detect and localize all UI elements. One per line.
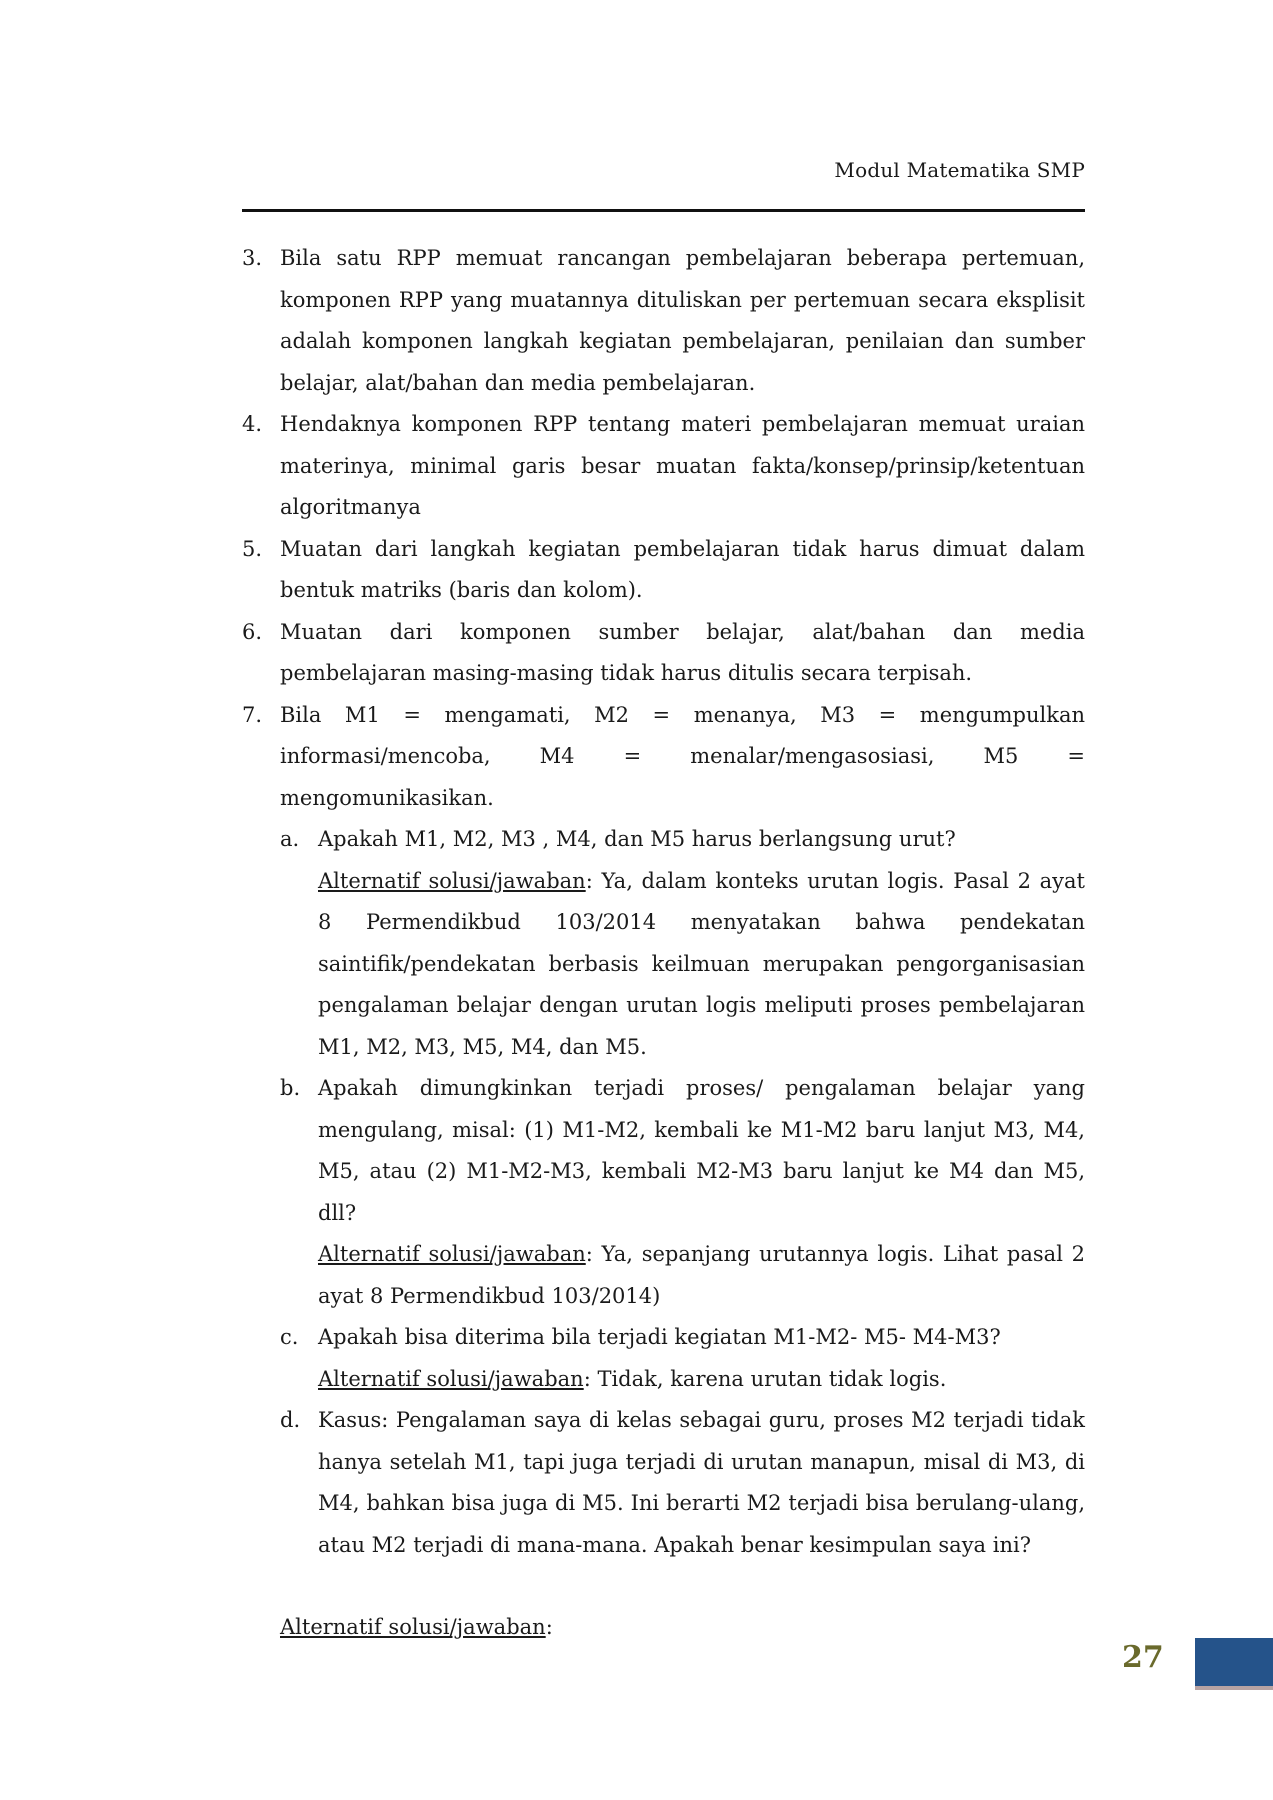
- sub-item-letter: c.: [280, 1325, 299, 1349]
- sub-item-question: Apakah M1, M2, M3 , M4, dan M5 harus berlangsung urut?: [318, 827, 956, 851]
- answer-text: : Ya, dalam konteks urutan logis. Pasal 2 ayat 8 Permendikbud 103/2014 menyatakan bahwa pendekatan saintifik/pendekatan berbasis keilmuan merupakan pengorganisasian pengalaman belajar dengan urutan logis meliputi proses pembelajaran M1, M2, M3, M5, M4, dan M5.: [318, 868, 1085, 1059]
- sub-item: [280, 1317, 1085, 1400]
- header-divider: [242, 209, 1085, 212]
- answer-label: Alternatif solusi/jawaban: [318, 1366, 584, 1391]
- sub-item-question: Apakah dimungkinkan terjadi proses/ pengalaman belajar yang mengulang, misal: (1) M1-M2, kembali ke M1-M2 baru lanjut M3, M4, M5, atau (2) M1-M2-M3, kembali M2-M3 baru lanjut ke M4 dan M5, dll?: [318, 1076, 1085, 1225]
- page-tab-shadow: [1195, 1686, 1273, 1690]
- item-text: Hendaknya komponen RPP tentang materi pembelajaran memuat uraian materinya, minimal garis besar muatan fakta/konsep/prinsip/ketentuan algoritmanya: [280, 412, 1085, 519]
- running-header: Modul Matematika SMP: [834, 158, 1085, 182]
- list-item: [242, 695, 1085, 1567]
- sub-item-answer: [318, 1234, 1085, 1317]
- item-number: 7.: [242, 702, 263, 727]
- sub-item-question: Apakah bisa diterima bila terjadi kegiatan M1-M2- M5- M4-M3?: [318, 1325, 1001, 1349]
- sub-item-question: Kasus: Pengalaman saya di kelas sebagai guru, proses M2 terjadi tidak hanya setelah M1, tapi juga terjadi di urutan manapun, misal di M3, di M4, bahkan bisa juga di M5. Ini berarti M2 terjadi bisa berulang-ulang, atau M2 terjadi di mana-mana. Apakah benar kesimpulan saya ini?: [318, 1408, 1085, 1557]
- page-number: 27: [1122, 1640, 1164, 1675]
- item-number: 3.: [242, 246, 263, 270]
- list-item: [242, 529, 1085, 612]
- sub-item-answer: [318, 861, 1085, 1069]
- answer-text: : Ya, sepanjang urutannya logis. Lihat pasal 2 ayat 8 Permendikbud 103/2014): [318, 1242, 1086, 1308]
- answer-text: : Tidak, karena urutan tidak logis.: [583, 1366, 947, 1391]
- sub-item: [280, 1068, 1085, 1317]
- sub-item-letter: a.: [280, 827, 300, 851]
- sub-item-answer: [318, 1359, 1085, 1401]
- item-number: 4.: [242, 412, 263, 436]
- list-item: [242, 612, 1085, 695]
- sub-item-letter: b.: [280, 1076, 301, 1100]
- answer-colon: :: [545, 1615, 553, 1639]
- sub-item-letter: d.: [280, 1408, 301, 1432]
- page-content: [242, 238, 1085, 1649]
- item-number: 5.: [242, 536, 263, 561]
- list-item: [242, 238, 1085, 404]
- final-answer: [242, 1607, 1085, 1649]
- item-text: Muatan dari komponen sumber belajar, alat/bahan dan media pembelajaran masing-masing tidak harus ditulis secara terpisah.: [280, 619, 1085, 685]
- item-text: Muatan dari langkah kegiatan pembelajaran tidak harus dimuat dalam bentuk matriks (baris dan kolom).: [280, 536, 1085, 602]
- answer-label: Alternatif solusi/jawaban: [318, 868, 586, 893]
- list-item: [242, 404, 1085, 529]
- item-text: Bila satu RPP memuat rancangan pembelajaran beberapa pertemuan, komponen RPP yang muatannya dituliskan per pertemuan secara eksplisit adalah komponen langkah kegiatan pembelajaran, penilaian dan sumber belajar, alat/bahan dan media pembelajaran.: [280, 246, 1085, 395]
- sub-item: [280, 1400, 1085, 1566]
- item-text: Bila M1 = mengamati, M2 = menanya, M3 = mengumpulkan informasi/mencoba, M4 = menalar/mengasosiasi, M5 = mengomunikasikan.: [280, 702, 1085, 810]
- page-tab-decoration: [1195, 1638, 1273, 1686]
- answer-label: Alternatif solusi/jawaban: [318, 1242, 586, 1266]
- spacer: [242, 1566, 1085, 1607]
- answer-label: Alternatif solusi/jawaban: [280, 1615, 546, 1639]
- sub-item: [280, 819, 1085, 1068]
- item-number: 6.: [242, 619, 263, 644]
